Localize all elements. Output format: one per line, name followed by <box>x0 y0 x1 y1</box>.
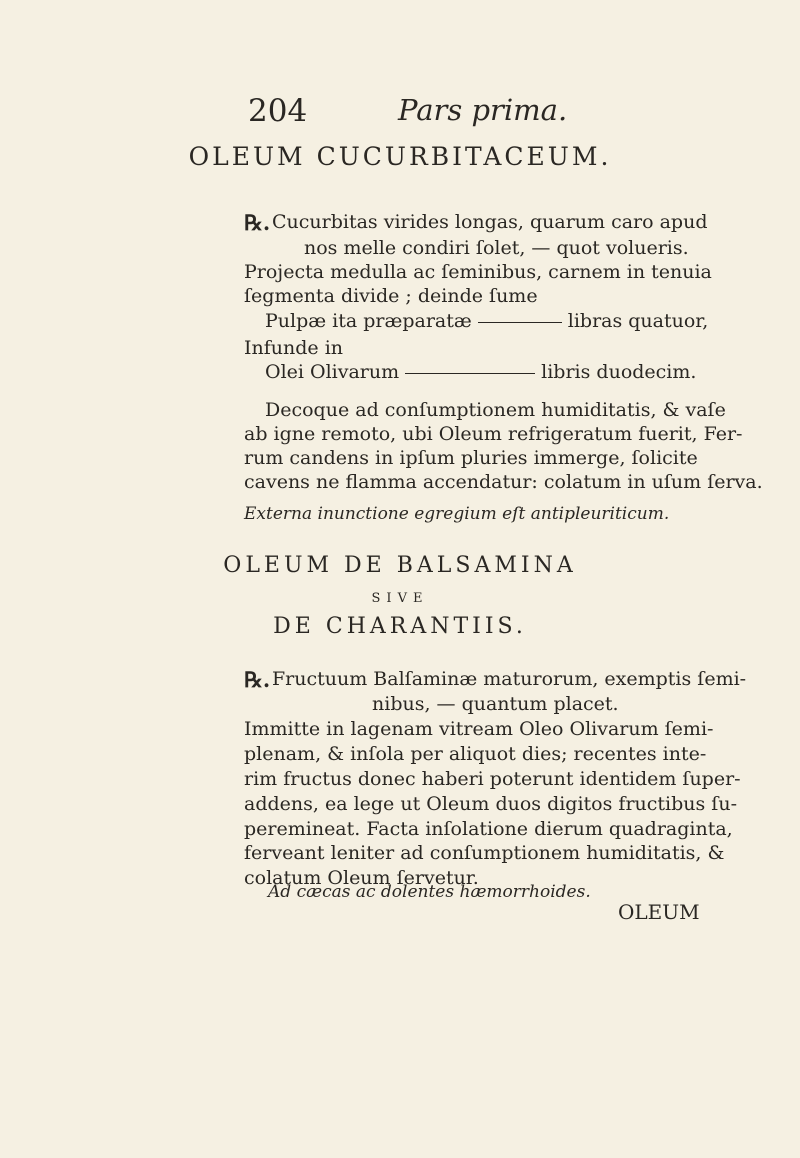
ingredient-line <box>265 310 708 332</box>
usage-note: Externa inunctione egregium eſt antipleuriticum. <box>244 504 670 524</box>
page-number: 204 <box>248 93 308 129</box>
section2-subtitle: DE CHARANTIIS. <box>273 614 527 639</box>
text-line: ab igne remoto, ubi Oleum refrigeratum fuerit, Fer- <box>244 423 743 445</box>
text-line: nibus, — quantum placet. <box>372 693 619 715</box>
text-line: ſegmenta divide ; deinde ſume <box>244 285 538 307</box>
recipe-symbol: ℞. <box>244 210 271 235</box>
text-line: Projecta medulla ac ſeminibus, carnem in tenuia <box>244 261 712 283</box>
dash-rule <box>478 322 562 323</box>
ingredient-line <box>265 361 696 383</box>
text-line: Cucurbitas virides longas, quarum caro apud <box>272 211 708 233</box>
text-line: Infunde in <box>244 337 344 359</box>
catchword: OLEUM <box>618 900 700 924</box>
text-line: rim fructus donec haberi poterunt identidem ſuper- <box>244 768 741 790</box>
section2-title-sive: SIVE <box>371 591 429 606</box>
running-title: Pars prima. <box>398 93 568 127</box>
text-line: ferveant leniter ad conſumptionem humiditatis, & <box>244 842 725 864</box>
ingredient-quantity: libras quatuor, <box>567 310 709 332</box>
page-header <box>0 93 800 133</box>
text-line: addens, ea lege ut Oleum duos digitos fructibus ſu- <box>244 793 737 815</box>
text-line: Fructuum Balſaminæ maturorum, exemptis ſemi- <box>272 668 747 690</box>
section1-title: OLEUM CUCURBITACEUM. <box>188 142 612 171</box>
usage-note: Ad cæcas ac dolentes hæmorrhoides. <box>268 882 591 902</box>
text-line: nos melle condiri ſolet, — quot volueris. <box>304 237 689 259</box>
text-line: plenam, & inſola per aliquot dies; recentes inte- <box>244 743 707 765</box>
dash-rule <box>405 373 535 374</box>
text-line: cavens ne flamma accendatur: colatum in uſum ſerva. <box>244 471 763 493</box>
text-line: colatum Oleum ſervetur. <box>244 867 479 889</box>
ingredient-quantity: libris duodecim. <box>541 361 697 383</box>
text-line: Decoque ad conſumptionem humiditatis, & vaſe <box>265 399 726 421</box>
ingredient-name: Olei Olivarum <box>265 361 400 383</box>
ingredient-name: Pulpæ ita præparatæ <box>265 310 472 332</box>
recipe-symbol: ℞. <box>244 667 271 692</box>
text-line: Immitte in lagenam vitream Oleo Olivarum ſemi- <box>244 718 714 740</box>
text-line: rum candens in ipſum pluries immerge, ſolicite <box>244 447 698 469</box>
text-line: peremineat. Facta inſolatione dierum quadraginta, <box>244 818 733 840</box>
section2-title: OLEUM DE BALSAMINA <box>223 553 577 578</box>
